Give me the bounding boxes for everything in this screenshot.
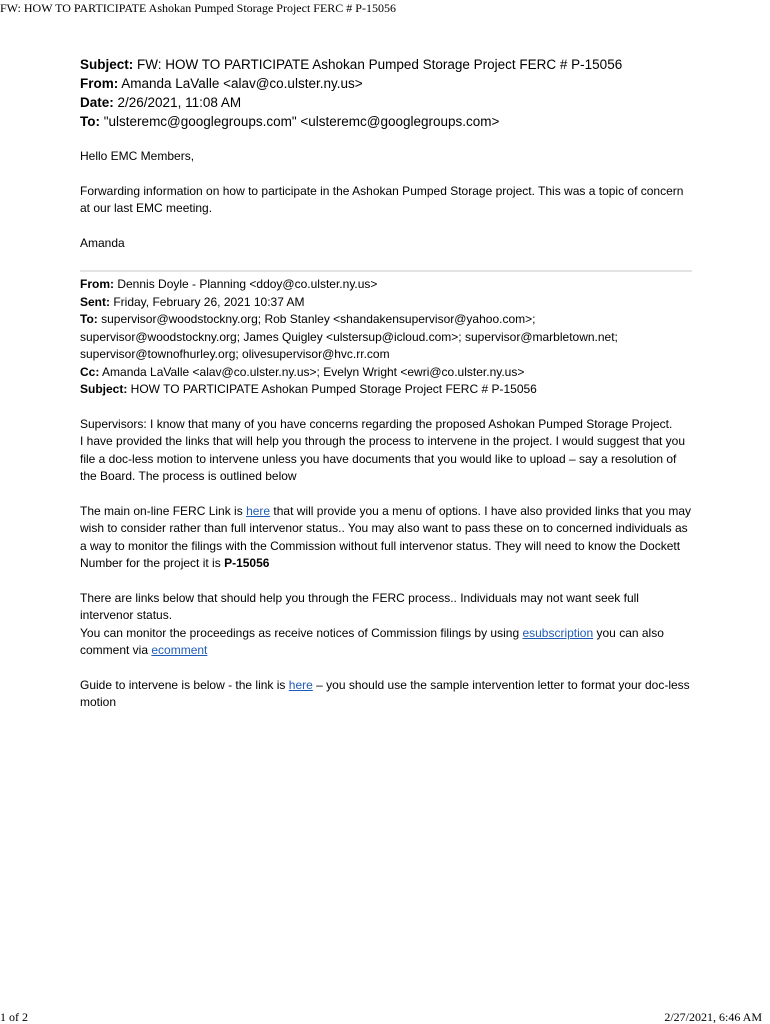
body-paragraph-1-line-2: I have provided the links that will help you through the process to intervene in the project. I would suggest that you file a doc-less motion to intervene unless you have documents that you would like to upload – say a resolution of the Board. The process is outlined below (80, 434, 686, 483)
print-footer-page: 1 of 2 (0, 1010, 28, 1024)
forwarded-subject-label: Subject: (80, 382, 128, 396)
docket-number: P-15056 (224, 556, 270, 570)
intervene-guide-link[interactable]: here (288, 677, 313, 692)
body-paragraph-2-text-start: The main on-line FERC Link is (80, 503, 247, 518)
forwarded-sent-label: Sent: (80, 294, 110, 309)
email-to (80, 112, 692, 131)
forward-separator (80, 270, 692, 272)
forwarded-to-value: supervisor@woodstockny.org; Rob Stanley <shandakensupervisor@yahoo.com>; supervisor@woodstockny.org; James Quigley <ulstersup@icloud.com>; supervisor@marbletown.net; supervisor@townofhurley.org; olivesupervisor@hvc.rr.com (80, 312, 618, 361)
email-message (80, 55, 692, 712)
forwarded-sent (80, 294, 692, 312)
forwarded-to-label: To: (80, 312, 98, 326)
forwarded-to (80, 311, 692, 364)
email-date (80, 93, 692, 112)
body-paragraph-1-line-1: Supervisors: I know that many of you have concerns regarding the proposed Ashokan Pumped Storage Project. (80, 416, 673, 431)
email-subject (80, 55, 692, 74)
email-signoff: Amanda (80, 235, 125, 250)
email-date-label: Date: (80, 95, 114, 110)
email-subject-label: Subject: (80, 57, 134, 72)
forwarded-cc-value: Amanda LaValle <alav@co.ulster.ny.us>; Evelyn Wright <ewri@co.ulster.ny.us> (99, 364, 525, 379)
ecomment-link[interactable]: ecomment (151, 643, 208, 657)
print-header-title: FW: HOW TO PARTICIPATE Ashokan Pumped Storage Project FERC # P-15056 (0, 1, 396, 15)
esubscription-link[interactable]: esubscription (522, 625, 594, 640)
email-subject-value: FW: HOW TO PARTICIPATE Ashokan Pumped Storage Project FERC # P-15056 (133, 57, 623, 72)
forwarded-subject (80, 381, 692, 399)
body-paragraph-4-text-start: Guide to intervene is below - the link is (80, 677, 289, 692)
email-date-value: 2/26/2021, 11:08 AM (113, 95, 242, 110)
body-paragraph-2 (80, 503, 692, 573)
forwarded-subject-value: HOW TO PARTICIPATE Ashokan Pumped Storage Project FERC # P-15056 (127, 382, 537, 396)
email-greeting: Hello EMC Members, (80, 149, 195, 163)
forwarded-from (80, 276, 692, 294)
body-paragraph-3-line-2 (80, 625, 692, 660)
forwarded-from-value: Dennis Doyle - Planning <ddoy@co.ulster.ny.us> (114, 277, 378, 291)
email-to-label: To: (80, 114, 100, 129)
email-from-label: From: (80, 76, 119, 91)
body-paragraph-2-text-end: that will provide you a menu of options. I have also provided links that you may wish to consider rather than full intervenor status.. You may also want to pass these on to concerned individuals as a way to monitor the filings with the Commission without full intervenor status. They will need to know the Dockett Number for the project it is (80, 503, 691, 570)
body-paragraph-3-text-mid: you can also comment via (80, 625, 664, 657)
email-intro: Forwarding information on how to participate in the Ashokan Pumped Storage project. This was a topic of concern at our last EMC meeting. (80, 183, 684, 215)
print-footer-datetime: 2/27/2021, 6:46 AM (664, 1010, 762, 1024)
ferc-main-link[interactable]: here (246, 503, 271, 518)
body-paragraph-3-line-1: There are links below that should help you through the FERC process.. Individuals may not want seek full intervenor status. (80, 590, 639, 622)
body-paragraph-3-text-start: You can monitor the proceedings as receive notices of Commission filings by using (80, 625, 523, 640)
email-from-value: Amanda LaValle <alav@co.ulster.ny.us> (118, 76, 363, 91)
forwarded-cc (80, 364, 692, 382)
email-to-value: "ulsteremc@googlegroups.com" <ulsteremc@googlegroups.com> (100, 114, 500, 129)
body-paragraph-4 (80, 677, 692, 712)
body-paragraph-4-text-end: – you should use the sample intervention letter to format your doc-less motion (80, 677, 690, 709)
email-from (80, 74, 692, 93)
forwarded-cc-label: Cc: (80, 364, 100, 379)
forwarded-sent-value: Friday, February 26, 2021 10:37 AM (110, 294, 305, 309)
forwarded-from-label: From: (80, 277, 114, 291)
